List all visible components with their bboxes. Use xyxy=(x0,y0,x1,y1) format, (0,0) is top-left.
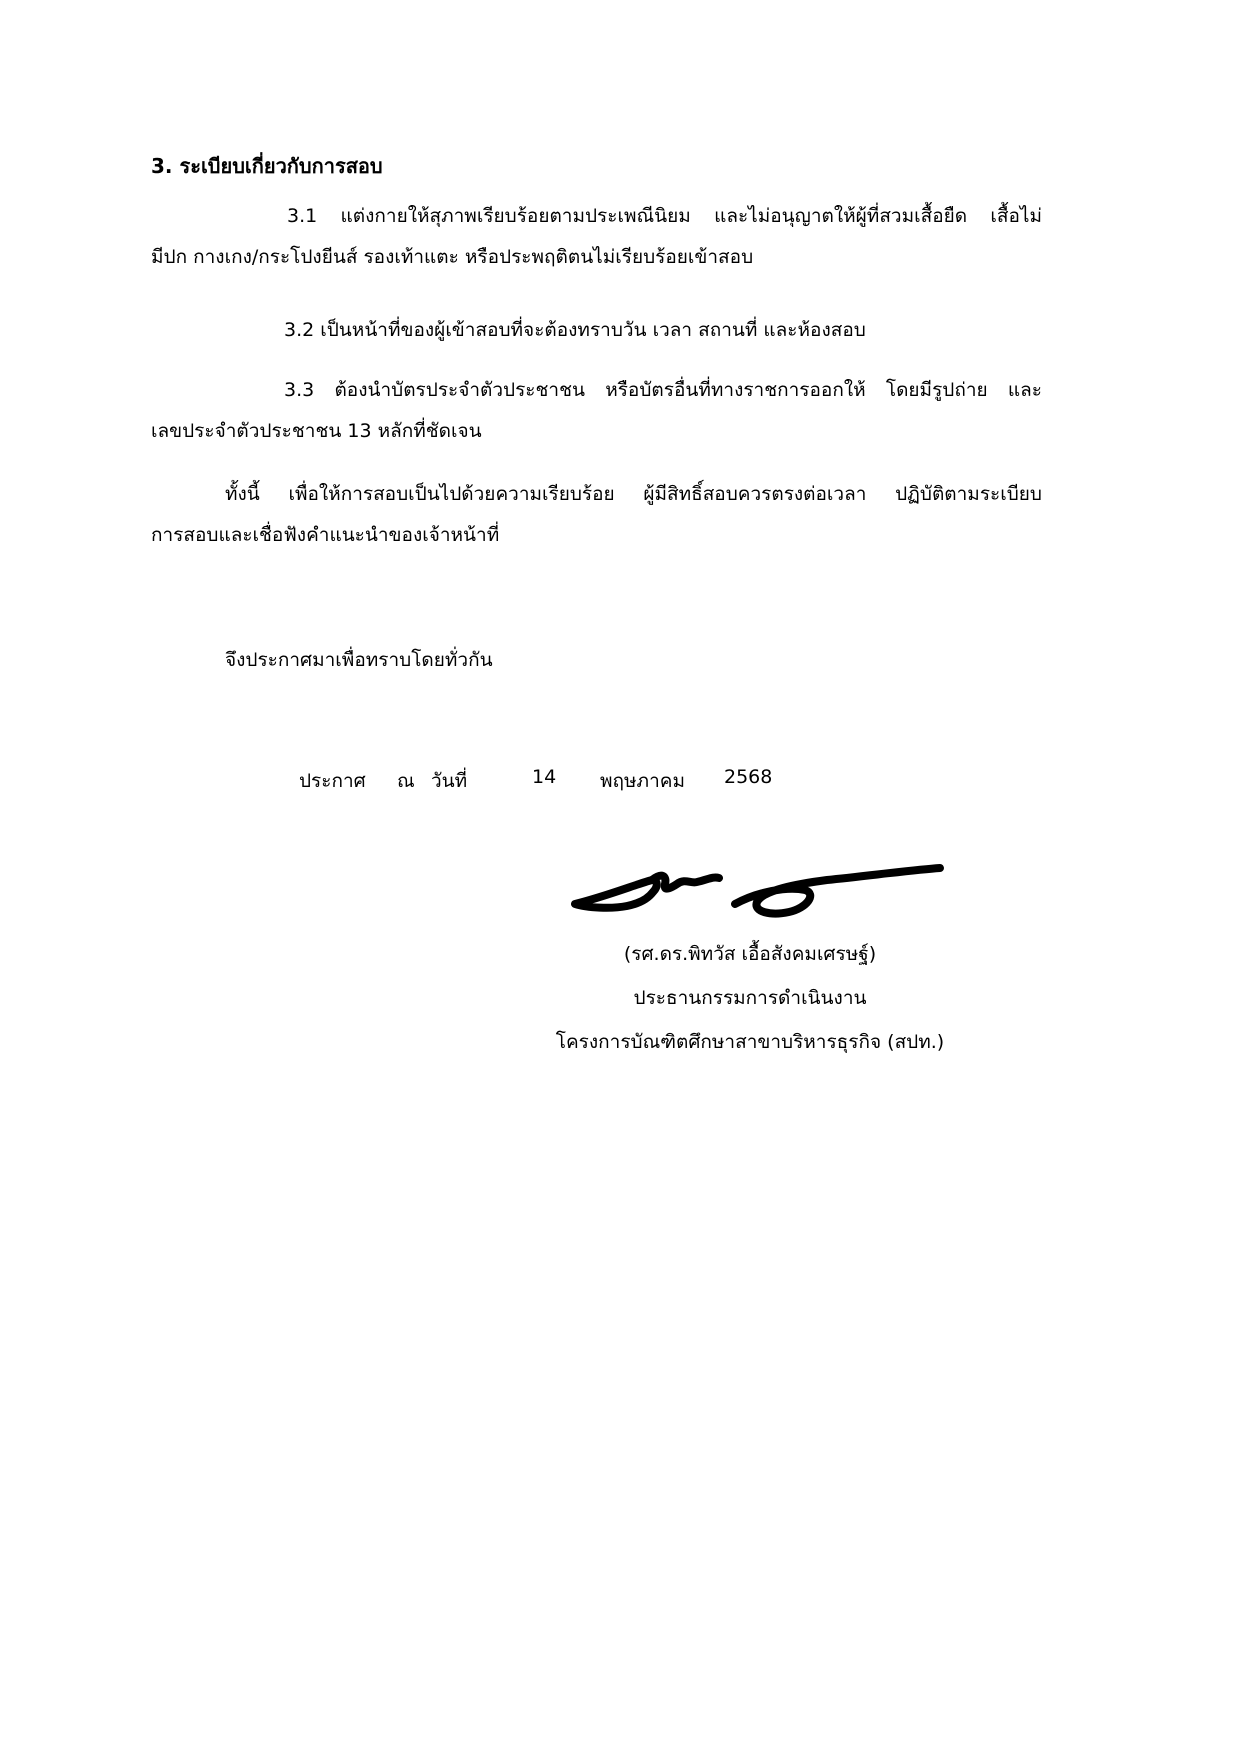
rule-item-3-1-line1: 3.1 แต่งกายให้สุภาพเรียบร้อยตามประเพณีนิยม และไม่อนุญาตให้ผู้ที่สวมเสื้อยืด เสื้อไม่ xyxy=(287,205,1042,227)
rule-item-3-1 xyxy=(151,196,1042,278)
announcement-text: จึงประกาศมาเพื่อทราบโดยทั่วกัน xyxy=(225,649,493,671)
rule-item-3-3 xyxy=(151,370,1042,452)
date-at: ณ xyxy=(397,770,415,792)
closing-line1: ทั้งนี้ เพื่อให้การสอบเป็นไปด้วยความเรียบร้อย ผู้มีสิทธิ์สอบควรตรงต่อเวลา ปฏิบัติตามระเบียบ xyxy=(225,483,1042,505)
signatory-organization: โครงการบัณฑิตศึกษาสาขาบริหารธุรกิจ (สปท.) xyxy=(555,1031,945,1053)
date-day: 14 xyxy=(532,766,557,788)
date-day-label: วันที่ xyxy=(431,770,468,792)
date-month: พฤษภาคม xyxy=(600,770,685,792)
rule-item-3-3-line2: เลขประจำตัวประชาชน 13 หลักที่ชัดเจน xyxy=(151,420,482,442)
rule-item-3-3-line1: 3.3 ต้องนำบัตรประจำตัวประชาชน หรือบัตรอื่นที่ทางราชการออกให้ โดยมีรูปถ่าย และ xyxy=(284,379,1042,401)
closing-paragraph xyxy=(151,474,1042,556)
date-prefix: ประกาศ xyxy=(299,770,366,792)
date-year: 2568 xyxy=(724,766,773,788)
signature-block xyxy=(480,932,1020,1064)
handwritten-signature xyxy=(567,862,957,942)
closing-line2: การสอบและเชื่อฟังคำแนะนำของเจ้าหน้าที่ xyxy=(151,524,500,546)
section-heading: 3. ระเบียบเกี่ยวกับการสอบ xyxy=(151,154,383,178)
signatory-position: ประธานกรรมการดำเนินงาน xyxy=(633,987,867,1009)
signatory-name: (รศ.ดร.พิทวัส เอื้อสังคมเศรษฐ์) xyxy=(623,943,877,965)
rule-item-3-2: 3.2 เป็นหน้าที่ของผู้เข้าสอบที่จะต้องทราบวัน เวลา สถานที่ และห้องสอบ xyxy=(284,319,866,341)
rule-item-3-1-line2: มีปก กางเกง/กระโปงยีนส์ รองเท้าแตะ หรือประพฤติตนไม่เรียบร้อยเข้าสอบ xyxy=(151,246,754,268)
